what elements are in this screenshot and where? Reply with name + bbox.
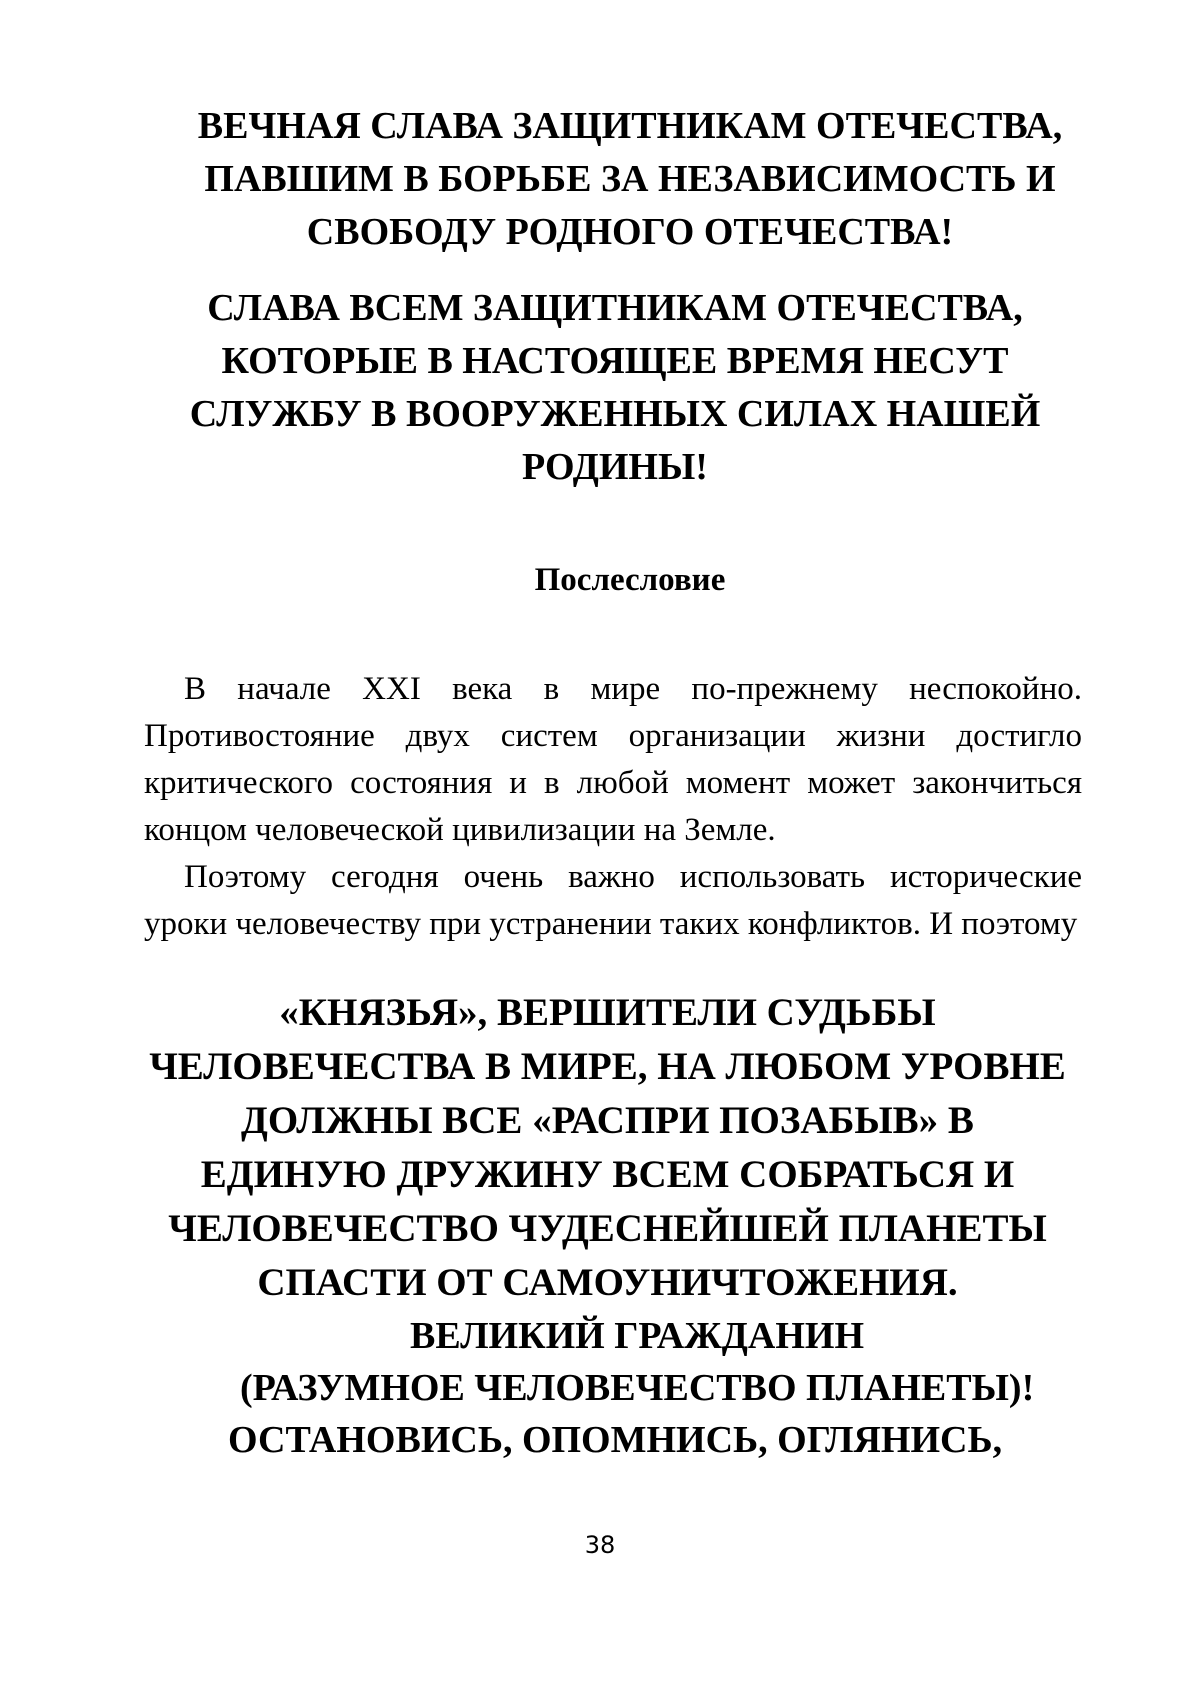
heading-great-citizen-line3: ОСТАНОВИСЬ, ОПОМНИСЬ, ОГЛЯНИСЬ, [228, 1419, 1003, 1461]
heading-eternal-glory: ВЕЧНАЯ СЛАВА ЗАЩИТНИКАМ ОТЕЧЕСТВА, ПАВШИМ В БОРЬБЕ ЗА НЕЗАВИСИМОСТЬ И СВОБОДУ РОДНОГО ОТЕЧЕСТВА! [197, 105, 1063, 253]
heading-great-citizen-line2: (РАЗУМНОЕ ЧЕЛОВЕЧЕСТВО ПЛАНЕТЫ)! [240, 1367, 1035, 1409]
heading-glory-defenders: СЛАВА ВСЕМ ЗАЩИТНИКАМ ОТЕЧЕСТВА, КОТОРЫЕ В НАСТОЯЩЕЕ ВРЕМЯ НЕСУТ СЛУЖБУ В ВООРУЖЕННЫХ СИЛАХ НАШЕЙ РОДИНЫ! [189, 287, 1041, 488]
paragraph-intro: В начале XXI века в мире по-прежнему неспокойно. Противостояние двух систем организации жизни достигло критического состояния и в любой момент может закончиться концом человеческой цивилизации на Земле. [144, 671, 1082, 848]
heading-great-citizen-line1: ВЕЛИКИЙ ГРАЖДАНИН [410, 1315, 865, 1357]
page-number: 38 [584, 1531, 616, 1559]
section-title-afterword: Послесловие [534, 562, 726, 598]
paragraph-therefore: Поэтому сегодня очень важно использовать исторические уроки человечеству при устранении таких конфликтов. И поэтому [144, 859, 1082, 942]
heading-princes-appeal: «КНЯЗЬЯ», ВЕРШИТЕЛИ СУДЬБЫ ЧЕЛОВЕЧЕСТВА В МИРЕ, НА ЛЮБОМ УРОВНЕ ДОЛЖНЫ ВСЕ «РАСПРИ ПОЗАБЫВ» В ЕДИНУЮ ДРУЖИНУ ВСЕМ СОБРАТЬСЯ И ЧЕЛОВЕЧЕСТВО ЧУДЕСНЕЙШЕЙ ПЛАНЕТЫ СПАСТИ ОТ САМОУНИЧТОЖЕНИЯ. [149, 991, 1066, 1304]
